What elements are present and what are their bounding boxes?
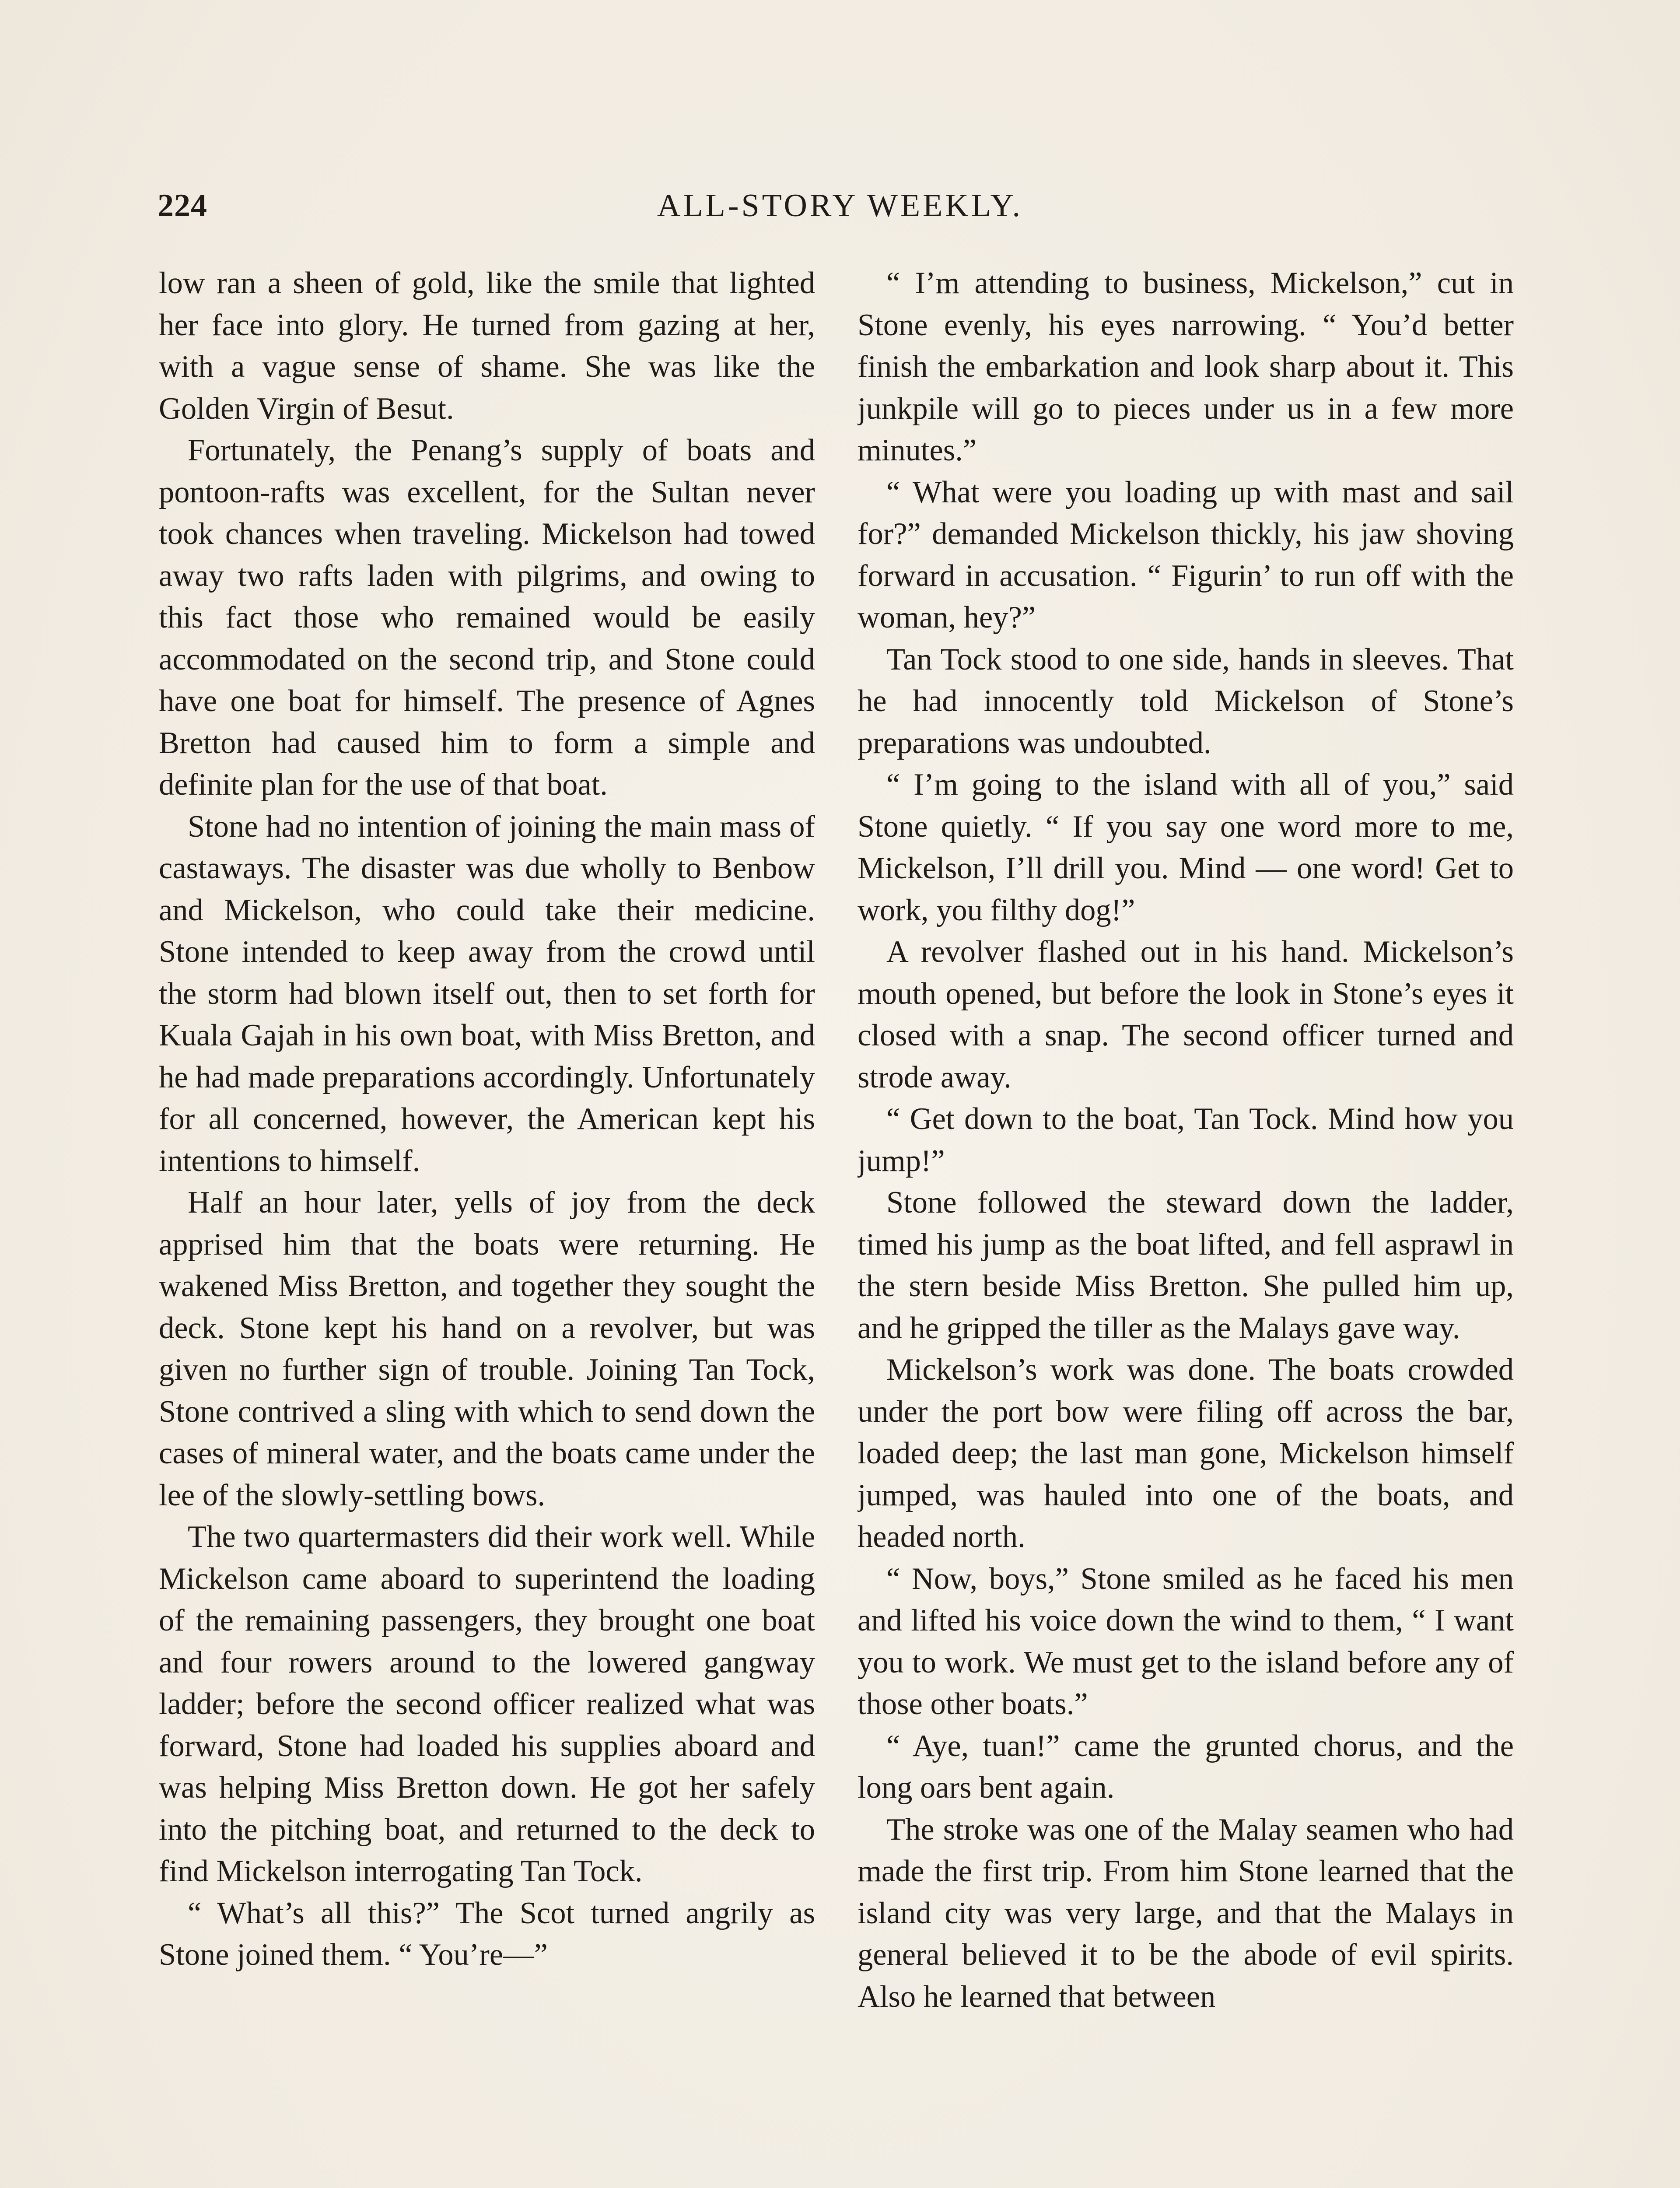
paragraph: “ Now, boys,” Stone smiled as he faced his men and lifted his voice down the wind to them, “ I want you to work. We must get to the island before any of those other boats.” xyxy=(858,1561,1514,1721)
page-number: 224 xyxy=(158,188,207,224)
paragraph: Mickelson’s work was done. The boats crowded under the port bow were filing off across the bar, loaded deep; the last man gone, Mickelson himself jumped, was hauled into one of the boats, and headed north. xyxy=(858,1353,1514,1554)
paragraph: The stroke was one of the Malay seamen who had made the first trip. From him Stone learned that the island city was very large, and that the Malays in general believed it to be the abode of evil spirits. Also he learned that between xyxy=(858,1812,1514,2014)
paragraph: “ What were you loading up with mast and sail for?” demanded Mickelson thickly, his jaw shoving forward in accusation. “ Figurin’ to run off with the woman, hey?” xyxy=(858,475,1514,635)
paragraph: Fortunately, the Penang’s supply of boats and pontoon-rafts was excellent, for the Sultan never took chances when traveling. Mickelson had towed away two rafts laden with pilgrims, and owing to this fact those who remained would be easily accommodated on the second trip, and Stone could have one boat for himself. The presence of Agnes Bretton had caused him to form a simple and definite plan for the use of that boat. xyxy=(159,433,815,802)
running-head-title: ALL-STORY WEEKLY. xyxy=(657,188,1023,224)
paragraph: The two quartermasters did their work well. While Mickelson came aboard to superintend the loading of the remaining passengers, they brought one boat and four rowers around to the lowered gangway ladder; before the second officer realized what was forward, Stone had loaded his supplies aboard and was helping Miss Bretton down. He got her safely into the pitching boat, and returned to the deck to find Mickelson interrogating Tan Tock. xyxy=(159,1520,815,1888)
paragraph: Stone had no intention of joining the main mass of castaways. The disaster was due wholly to Benbow and Mickelson, who could take their medicine. Stone intended to keep away from the crowd until the storm had blown itself out, then to set forth for Kuala Gajah in his own boat, with Miss Bretton, and he had made preparations accordingly. Unfortunately for all concerned, however, the American kept his intentions to himself. xyxy=(159,809,815,1178)
paragraph: “ Get down to the boat, Tan Tock. Mind how you jump!” xyxy=(858,1102,1514,1178)
paragraph: “ Aye, tuan!” came the grunted chorus, and the long oars bent again. xyxy=(858,1729,1514,1805)
paragraph: “ I’m attending to business, Mickelson,” cut in Stone evenly, his eyes narrowing. “ You’d better finish the embarkation and look sharp about it. This junkpile will go to pieces under us in a few more minutes.” xyxy=(858,266,1514,467)
paragraph: Tan Tock stood to one side, hands in sleeves. That he had innocently told Mickelson of Stone’s preparations was undoubted. xyxy=(858,642,1514,760)
paragraph: Stone followed the steward down the ladder, timed his jump as the boat lifted, and fell asprawl in the stern beside Miss Bretton. She pulled him up, and he gripped the tiller as the Malays gave way. xyxy=(858,1185,1514,1345)
page-header xyxy=(158,187,1522,235)
text-column-left xyxy=(159,263,815,2188)
paragraph: Half an hour later, yells of joy from the deck apprised him that the boats were returning. He wakened Miss Bretton, and together they sought the deck. Stone kept his hand on a revolver, but was given no further sign of trouble. Joining Tan Tock, Stone contrived a sling with which to send down the cases of mineral water, and the boats came under the lee of the slowly-settling bows. xyxy=(159,1185,815,1512)
text-column-right xyxy=(858,263,1514,2188)
paragraph: low ran a sheen of gold, like the smile that lighted her face into glory. He turned from gazing at her, with a vague sense of shame. She was like the Golden Virgin of Besut. xyxy=(159,266,815,426)
paragraph: A revolver flashed out in his hand. Mickelson’s mouth opened, but before the look in Stone’s eyes it closed with a snap. The second officer turned and strode away. xyxy=(858,935,1514,1094)
paragraph: “ What’s all this?” The Scot turned angrily as Stone joined them. “ You’re—” xyxy=(159,1896,815,1972)
paragraph: “ I’m going to the island with all of you,” said Stone quietly. “ If you say one word more to me, Mickelson, I’ll drill you. Mind — one word! Get to work, you filthy dog!” xyxy=(858,768,1514,927)
